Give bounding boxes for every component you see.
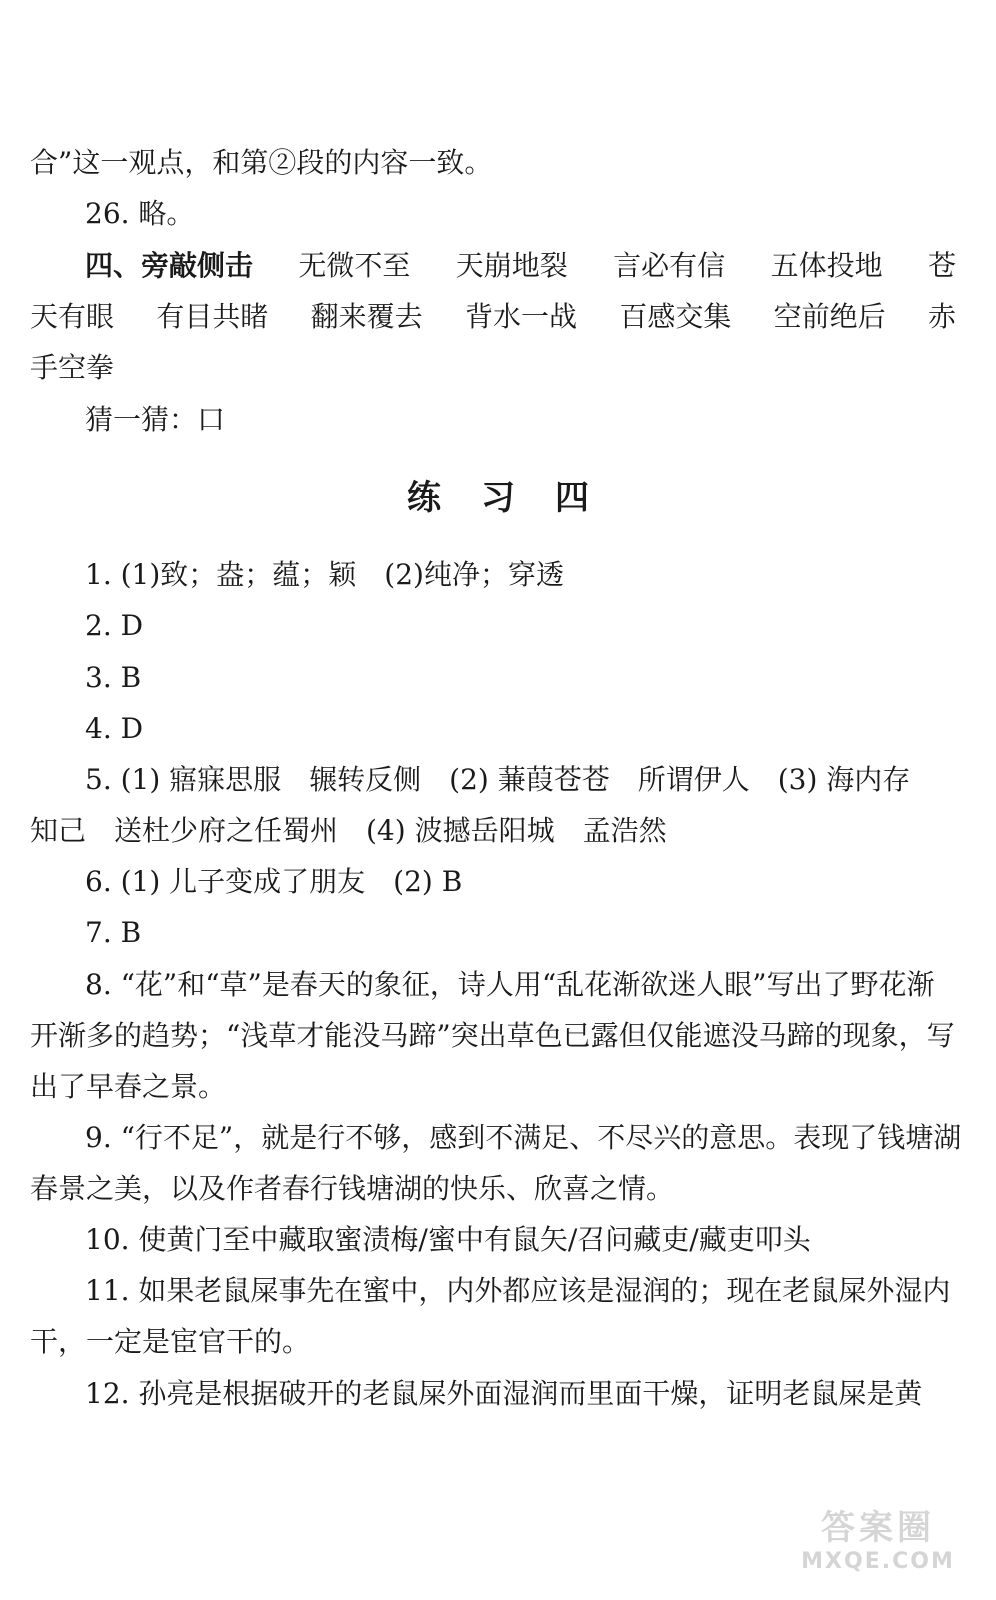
idiom-item: 苍 [927, 249, 956, 282]
answer-6: 6. (1) 儿子变成了朋友 (2) B [85, 865, 463, 898]
riddle-answer: 猜一猜：口 [85, 403, 226, 436]
idiom-item: 五体投地 [770, 249, 883, 282]
idiom-item: 天有眼 [30, 300, 115, 333]
idiom-item: 有目共睹 [156, 300, 269, 333]
idiom-item: 赤 [927, 300, 956, 333]
answer-1: 1. (1)致；盎；蕴；颖 (2)纯净；穿透 [85, 558, 564, 591]
idioms-row-2 [30, 299, 956, 335]
answer-5: 5. (1) 寤寐思服 辗转反侧 (2) 蒹葭苍苍 所谓伊人 (3) 海内存 [85, 763, 911, 796]
idiom-item: 背水一战 [464, 300, 577, 333]
answer-8-cont: 出了早春之景。 [30, 1070, 227, 1103]
idiom-item: 无微不至 [298, 249, 411, 282]
idiom-item: 四、旁敲侧击 [85, 249, 254, 282]
watermark-logo-text: 答案圈 [821, 1508, 935, 1548]
idiom-item: 天崩地裂 [455, 249, 568, 282]
idiom-item: 百感交集 [619, 300, 732, 333]
answer-9: 9. “行不足”，就是行不够，感到不满足、不尽兴的意思。表现了钱塘湖 [85, 1121, 962, 1154]
answer-9-cont: 春景之美，以及作者春行钱塘湖的快乐、欣喜之情。 [30, 1172, 675, 1205]
answer-line-continuation: 合”这一观点，和第②段的内容一致。 [30, 146, 493, 179]
answer-12: 12. 孙亮是根据破开的老鼠屎外面湿润而里面干燥，证明老鼠屎是黄 [85, 1377, 923, 1410]
answer-26: 26. 略。 [85, 197, 195, 230]
answer-5-cont: 知己 送杜少府之任蜀州 (4) 波撼岳阳城 孟浩然 [30, 814, 667, 847]
answer-11: 11. 如果老鼠屎事先在蜜中，内外都应该是湿润的；现在老鼠屎外湿内 [85, 1274, 951, 1307]
idiom-item: 空前绝后 [773, 300, 886, 333]
idioms-row-1 [85, 248, 956, 284]
answer-3: 3. B [85, 661, 142, 694]
site-watermark [778, 1500, 978, 1586]
section-title: 练习四 [407, 478, 629, 518]
answer-10: 10. 使黄门至中藏取蜜渍梅/蜜中有鼠矢/召问藏吏/藏吏叩头 [85, 1223, 811, 1256]
idioms-row-3: 手空拳 [30, 351, 115, 384]
answer-4: 4. D [85, 712, 144, 745]
answer-7: 7. B [85, 916, 142, 949]
answer-8: 8. “花”和“草”是春天的象征，诗人用“乱花渐欲迷人眼”写出了野花渐 [85, 968, 935, 1001]
watermark-url: MXQE.COM [801, 1549, 955, 1574]
answer-11-cont: 干，一定是宦官干的。 [30, 1325, 311, 1358]
idiom-item: 翻来覆去 [310, 300, 423, 333]
idiom-item: 言必有信 [613, 249, 726, 282]
answer-8-cont: 开渐多的趋势；“浅草才能没马蹄”突出草色已露但仅能遮没马蹄的现象，写 [30, 1019, 955, 1052]
answer-2: 2. D [85, 609, 144, 642]
